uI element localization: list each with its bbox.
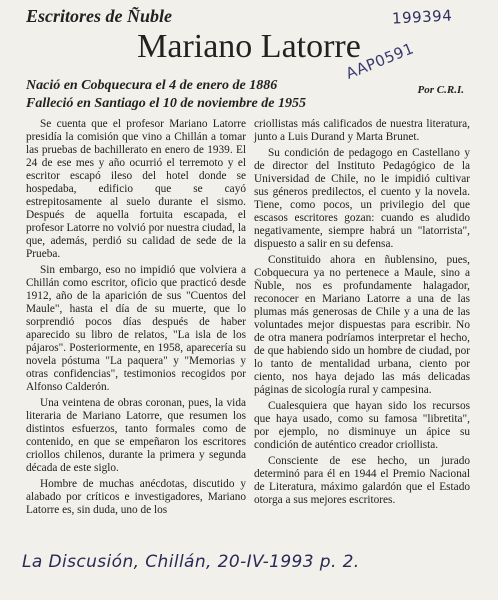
handwritten-source-citation: La Discusión, Chillán, 20-IV-1993 p. 2. [22, 552, 360, 572]
subtitle-death: Falleció en Santiago el 10 de noviembre de 1955 [26, 96, 306, 111]
paragraph: Se cuenta que el profesor Mariano Latorre presidía la comisión que vino a Chillán a tomar las pruebas de bachillerato en enero de 1939. El 24 de ese mes y año ocurrió el terremoto y el escritor escapó ileso del hotel donde se hospedaba, edificio que se cayó estrepitosamente al suelo durante el sismo. Después de aquella fortuita escapada, el profesor Latorre no volvió por nuestra ciudad, la que, además, perdió su calidad de sede de la Prueba. [26, 118, 246, 260]
paragraph: Hombre de muchas anécdotas, discutido y alabado por críticos e investigadores, Mariano Latorre es, sin duda, uno de los [26, 478, 246, 516]
paragraph: Cualesquiera que hayan sido los recursos que haya usado, como su famosa "libretita", por ejemplo, no disminuye un ápice su condición de auténtico creador criollista. [254, 400, 470, 451]
paragraph: Su condición de pedagogo en Castellano y de director del Instituto Pedagógico de la Universidad de Chile, no le impidió cultivar sus géneros predilectos, el cuento y la novela. Tiene, como pocos, un privilegio del que escasos escritores gozan: cuando es aludido negativamente, siempre habrá un "latorrista", dispuesto a salir en su defensa. [254, 147, 470, 250]
right-column [254, 118, 470, 510]
handwritten-stamp-code: AAP0591 [343, 39, 417, 83]
paragraph: Consciente de ese hecho, un jurado determinó para él en 1944 el Premio Nacional de Literatura, máximo galardón que el Estado otorga a sus mejores escritores. [254, 455, 470, 506]
handwritten-catalog-number: 199394 [391, 6, 453, 28]
left-column [26, 118, 246, 520]
subtitle-birth: Nació en Cobquecura el 4 de enero de 1886 [26, 78, 278, 93]
byline: Por C.R.I. [417, 84, 464, 96]
paragraph: Sin embargo, eso no impidió que volviera a Chillán como escritor, oficio que practicó desde 1912, año de la aparición de sus "Cuentos del Maule", hasta el día de su muerte, que lo sorprendió pocos días después de haber aparecido su libro de relatos, "La isla de los pájaros". Posteriormente, en 1958, aparecería su novela póstuma "La paquera" y "Memorias y otras confidencias", testimonios recogidos por Alfonso Calderón. [26, 264, 246, 393]
section-title: Escritores de Ñuble [26, 6, 172, 26]
paragraph: Una veintena de obras coronan, pues, la vida literaria de Mariano Latorre, que resumen los distintos esfuerzos, tanto formales como de contenido, en que se empeñaron los escritores criollos chilenos, durante la primera y segunda década de este siglo. [26, 397, 246, 474]
article-title: Mariano Latorre [137, 28, 361, 65]
paragraph: Constituido ahora en ñublensino, pues, Cobquecura ya no pertenece a Maule, sino a Ñuble, nos es profundamente halagador, reconocer en Mariano Latorre a una de las plumas más generosas de Chile y a una de las voluntades mejor dispuestas para escribir. No de otra manera podríamos interpretar el hecho, de que habiendo sido un hombre de ciudad, por lo tanto de mentalidad urbana, ciento por ciento, nos haya dejado las más delicadas páginas de sicología rural y campesina. [254, 254, 470, 396]
paragraph: criollistas más calificados de nuestra literatura, junto a Luis Durand y Marta Brunet. [254, 118, 470, 143]
